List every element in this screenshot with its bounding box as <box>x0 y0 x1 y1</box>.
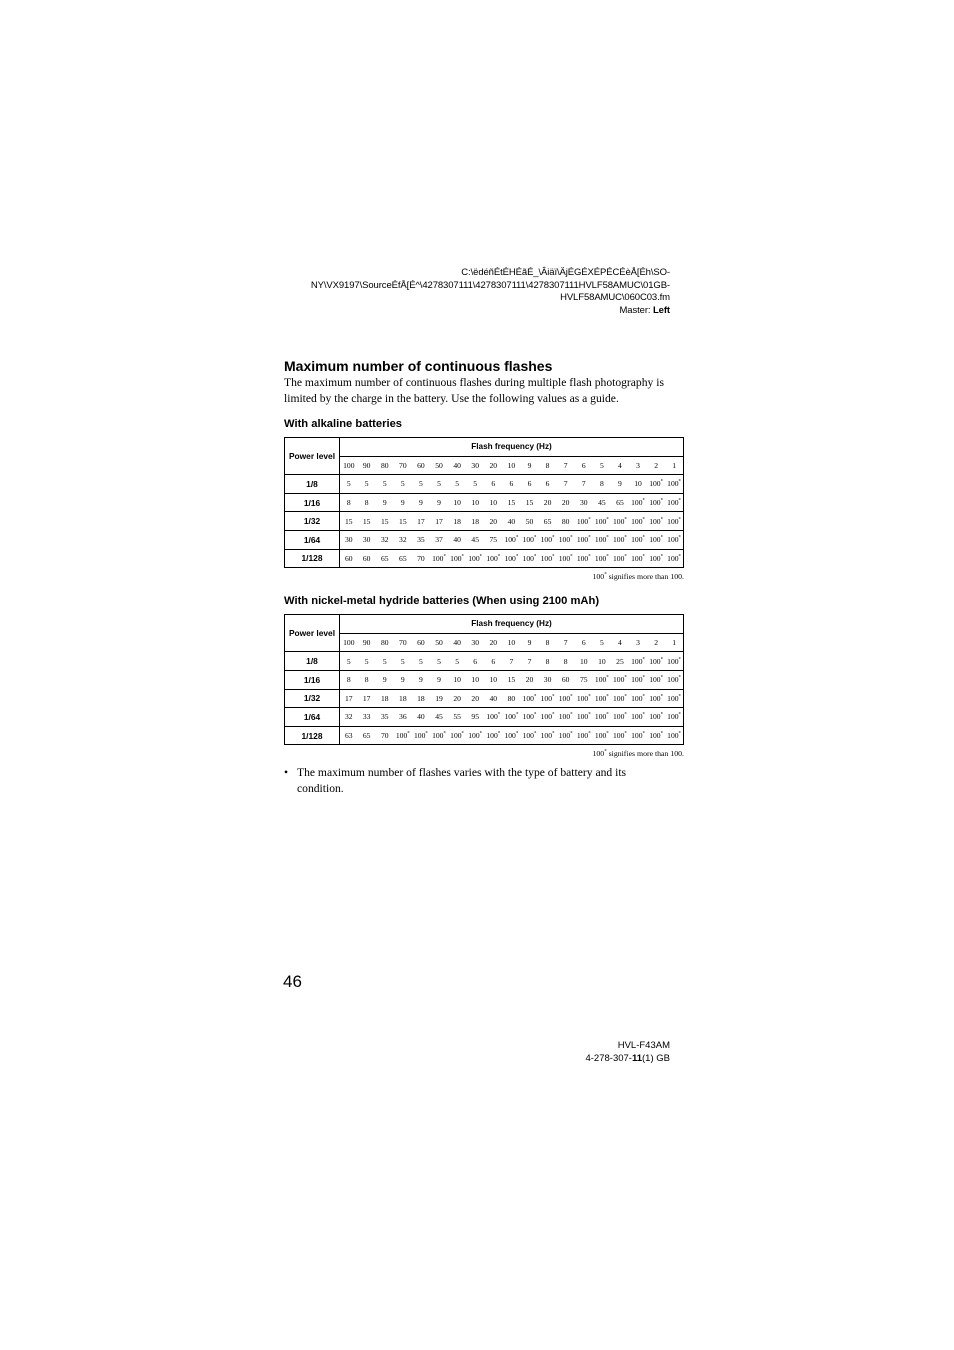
value-cell: 18 <box>376 689 394 708</box>
value-cell: 100* <box>466 549 484 568</box>
table-note: 100* signifies more than 100. <box>592 749 684 759</box>
value-cell: 60 <box>557 670 575 689</box>
frequency-cell: 6 <box>575 633 593 652</box>
value-cell: 100* <box>629 726 647 745</box>
value-cell: 45 <box>466 530 484 549</box>
value-cell: 19 <box>430 689 448 708</box>
value-cell: 8 <box>539 652 557 671</box>
value-cell: 100* <box>629 549 647 568</box>
value-cell: 9 <box>611 475 629 494</box>
value-cell: 100* <box>484 708 502 727</box>
value-cell: 100* <box>484 726 502 745</box>
table-row <box>285 530 684 549</box>
value-cell: 5 <box>358 652 376 671</box>
power-level-cell: 1/16 <box>285 493 340 512</box>
value-cell: 20 <box>466 689 484 708</box>
frequency-cell: 5 <box>593 456 611 475</box>
frequency-cell: 8 <box>539 456 557 475</box>
value-cell: 8 <box>593 475 611 494</box>
file-path-line-1: C:\ëdéñÉtÉHÉãÉ_\Âiäï\ÄjÉGÉXÉPÉCÉèÅ[Éh\SO- <box>461 267 670 278</box>
value-cell: 100* <box>539 726 557 745</box>
power-level-cell: 1/8 <box>285 475 340 494</box>
frequency-cell: 30 <box>466 633 484 652</box>
frequency-cell: 10 <box>502 633 520 652</box>
file-path-line-2: NY\VX9197\SourceÉfÅ[É^\4278307111\4278307111\4278307111HVLF58AMUC\01GB- <box>310 279 670 291</box>
file-path-line-3: HVLF58AMUC\060C03.fm <box>560 292 670 303</box>
table-row <box>285 512 684 531</box>
value-cell: 100* <box>430 549 448 568</box>
power-level-header: Power level <box>285 615 340 652</box>
value-cell: 10 <box>448 493 466 512</box>
value-cell: 100* <box>520 549 538 568</box>
power-level-cell: 1/8 <box>285 652 340 671</box>
flash-frequency-header: Flash frequency (Hz) <box>340 438 684 457</box>
value-cell: 40 <box>502 512 520 531</box>
value-cell: 6 <box>539 475 557 494</box>
value-cell: 100* <box>430 726 448 745</box>
value-cell: 100* <box>665 689 683 708</box>
value-cell: 100* <box>448 726 466 745</box>
value-cell: 5 <box>340 652 358 671</box>
power-level-cell: 1/16 <box>285 670 340 689</box>
flash-table <box>284 614 684 745</box>
value-cell: 100* <box>557 530 575 549</box>
footer-code-bold: 11 <box>631 1052 643 1064</box>
value-cell: 100* <box>611 726 629 745</box>
frequency-cell: 70 <box>394 456 412 475</box>
value-cell: 5 <box>430 652 448 671</box>
value-cell: 100* <box>575 726 593 745</box>
value-cell: 100* <box>593 530 611 549</box>
value-cell: 100* <box>448 549 466 568</box>
value-cell: 100* <box>593 708 611 727</box>
value-cell: 7 <box>575 475 593 494</box>
value-cell: 5 <box>448 652 466 671</box>
value-cell: 17 <box>430 512 448 531</box>
table-note: 100* signifies more than 100. <box>592 572 684 582</box>
value-cell: 40 <box>448 530 466 549</box>
value-cell: 5 <box>394 652 412 671</box>
value-cell: 8 <box>340 670 358 689</box>
table-row <box>285 726 684 745</box>
footer <box>585 1040 670 1065</box>
value-cell: 9 <box>394 493 412 512</box>
value-cell: 65 <box>611 493 629 512</box>
value-cell: 8 <box>340 493 358 512</box>
frequency-cell: 80 <box>376 633 394 652</box>
frequency-cell: 30 <box>466 456 484 475</box>
frequency-cell: 90 <box>358 456 376 475</box>
power-level-cell: 1/32 <box>285 512 340 531</box>
value-cell: 10 <box>575 652 593 671</box>
value-cell: 9 <box>394 670 412 689</box>
master-value: Left <box>652 304 670 316</box>
frequency-cell: 60 <box>412 456 430 475</box>
value-cell: 5 <box>358 475 376 494</box>
value-cell: 10 <box>484 493 502 512</box>
frequency-cell: 90 <box>358 633 376 652</box>
value-cell: 100* <box>502 549 520 568</box>
frequency-cell: 100 <box>340 633 358 652</box>
frequency-cell: 7 <box>557 633 575 652</box>
value-cell: 100* <box>593 670 611 689</box>
table-row <box>285 670 684 689</box>
frequency-cell: 20 <box>484 633 502 652</box>
value-cell: 100* <box>611 670 629 689</box>
value-cell: 5 <box>412 652 430 671</box>
frequency-cell: 9 <box>520 633 538 652</box>
value-cell: 100* <box>629 512 647 531</box>
value-cell: 30 <box>358 530 376 549</box>
value-cell: 60 <box>358 549 376 568</box>
value-cell: 100* <box>539 549 557 568</box>
value-cell: 100* <box>611 708 629 727</box>
value-cell: 100* <box>665 475 683 494</box>
value-cell: 100* <box>647 549 665 568</box>
value-cell: 60 <box>340 549 358 568</box>
frequency-cell: 2 <box>647 633 665 652</box>
value-cell: 20 <box>448 689 466 708</box>
value-cell: 100* <box>502 530 520 549</box>
value-cell: 9 <box>412 493 430 512</box>
value-cell: 100* <box>629 493 647 512</box>
value-cell: 6 <box>466 652 484 671</box>
value-cell: 45 <box>430 708 448 727</box>
value-cell: 100* <box>575 512 593 531</box>
value-cell: 9 <box>376 670 394 689</box>
frequency-cell: 3 <box>629 456 647 475</box>
value-cell: 100* <box>539 689 557 708</box>
master-label <box>250 305 670 318</box>
value-cell: 100* <box>665 493 683 512</box>
frequency-cell: 9 <box>520 456 538 475</box>
value-cell: 100* <box>611 530 629 549</box>
value-cell: 30 <box>539 670 557 689</box>
value-cell: 7 <box>520 652 538 671</box>
power-level-cell: 1/128 <box>285 726 340 745</box>
value-cell: 20 <box>557 493 575 512</box>
value-cell: 10 <box>466 670 484 689</box>
value-cell: 100* <box>647 475 665 494</box>
value-cell: 10 <box>484 670 502 689</box>
value-cell: 100* <box>502 726 520 745</box>
value-cell: 100* <box>629 689 647 708</box>
frequency-cell: 8 <box>539 633 557 652</box>
tables-container <box>284 417 684 759</box>
value-cell: 100* <box>575 549 593 568</box>
power-level-cell: 1/128 <box>285 549 340 568</box>
value-cell: 32 <box>376 530 394 549</box>
value-cell: 5 <box>376 475 394 494</box>
frequency-cell: 3 <box>629 633 647 652</box>
value-cell: 65 <box>539 512 557 531</box>
table-row <box>285 475 684 494</box>
frequency-cell: 40 <box>448 633 466 652</box>
frequency-cell: 50 <box>430 456 448 475</box>
value-cell: 55 <box>448 708 466 727</box>
value-cell: 100* <box>520 689 538 708</box>
value-cell: 100* <box>557 726 575 745</box>
value-cell: 80 <box>502 689 520 708</box>
bullet-symbol: • <box>284 766 289 779</box>
value-cell: 100* <box>520 726 538 745</box>
value-cell: 18 <box>412 689 430 708</box>
value-cell: 5 <box>340 475 358 494</box>
value-cell: 100* <box>647 670 665 689</box>
value-cell: 100* <box>593 689 611 708</box>
frequency-cell: 7 <box>557 456 575 475</box>
value-cell: 100* <box>665 726 683 745</box>
value-cell: 63 <box>340 726 358 745</box>
value-cell: 20 <box>520 670 538 689</box>
frequency-cell: 4 <box>611 633 629 652</box>
value-cell: 65 <box>358 726 376 745</box>
value-cell: 20 <box>539 493 557 512</box>
value-cell: 8 <box>358 670 376 689</box>
frequency-cell: 100 <box>340 456 358 475</box>
value-cell: 9 <box>412 670 430 689</box>
value-cell: 100* <box>557 708 575 727</box>
table-row <box>285 549 684 568</box>
page-number: 46 <box>283 972 302 991</box>
main-content <box>284 357 684 769</box>
value-cell: 10 <box>629 475 647 494</box>
value-cell: 100* <box>575 689 593 708</box>
value-cell: 25 <box>611 652 629 671</box>
value-cell: 33 <box>358 708 376 727</box>
value-cell: 100* <box>593 512 611 531</box>
footer-code <box>585 1053 670 1066</box>
value-cell: 35 <box>376 708 394 727</box>
value-cell: 50 <box>520 512 538 531</box>
value-cell: 100* <box>647 493 665 512</box>
table-header-row <box>285 615 684 634</box>
frequency-cell: 60 <box>412 633 430 652</box>
value-cell: 9 <box>430 670 448 689</box>
value-cell: 7 <box>502 652 520 671</box>
value-cell: 18 <box>394 689 412 708</box>
table-row <box>285 708 684 727</box>
value-cell: 100* <box>539 708 557 727</box>
table-header-row <box>285 438 684 457</box>
frequency-cell: 4 <box>611 456 629 475</box>
frequency-cell: 5 <box>593 633 611 652</box>
flash-table <box>284 437 684 568</box>
value-cell: 37 <box>430 530 448 549</box>
value-cell: 75 <box>484 530 502 549</box>
value-cell: 9 <box>430 493 448 512</box>
frequency-cell: 1 <box>665 633 683 652</box>
file-path-header <box>250 267 670 317</box>
table-row <box>285 652 684 671</box>
frequency-cell: 2 <box>647 456 665 475</box>
frequency-cell: 1 <box>665 456 683 475</box>
value-cell: 65 <box>376 549 394 568</box>
value-cell: 100* <box>629 708 647 727</box>
value-cell: 15 <box>340 512 358 531</box>
value-cell: 6 <box>502 475 520 494</box>
value-cell: 8 <box>557 652 575 671</box>
value-cell: 100* <box>394 726 412 745</box>
value-cell: 5 <box>430 475 448 494</box>
value-cell: 100* <box>611 549 629 568</box>
frequency-row <box>285 633 684 652</box>
value-cell: 7 <box>557 475 575 494</box>
value-cell: 17 <box>358 689 376 708</box>
section-title: Maximum number of continuous flashes <box>284 358 553 374</box>
value-cell: 80 <box>557 512 575 531</box>
value-cell: 100* <box>629 530 647 549</box>
table-title: With nickel-metal hydride batteries (When using 2100 mAh) <box>284 595 600 608</box>
value-cell: 100* <box>647 530 665 549</box>
footer-code-suffix: (1) GB <box>642 1052 670 1064</box>
value-cell: 20 <box>484 512 502 531</box>
value-cell: 100* <box>557 549 575 568</box>
value-cell: 100* <box>629 652 647 671</box>
value-cell: 15 <box>502 493 520 512</box>
value-cell: 100* <box>611 512 629 531</box>
value-cell: 65 <box>394 549 412 568</box>
power-level-header: Power level <box>285 438 340 475</box>
value-cell: 17 <box>412 512 430 531</box>
value-cell: 100* <box>665 512 683 531</box>
value-cell: 100* <box>647 726 665 745</box>
value-cell: 15 <box>394 512 412 531</box>
value-cell: 100* <box>520 708 538 727</box>
value-cell: 100* <box>466 726 484 745</box>
value-cell: 70 <box>412 549 430 568</box>
value-cell: 75 <box>575 670 593 689</box>
value-cell: 100* <box>520 530 538 549</box>
frequency-cell: 10 <box>502 456 520 475</box>
value-cell: 5 <box>412 475 430 494</box>
value-cell: 100* <box>629 670 647 689</box>
flash-frequency-header: Flash frequency (Hz) <box>340 615 684 634</box>
value-cell: 45 <box>593 493 611 512</box>
value-cell: 100* <box>647 652 665 671</box>
value-cell: 100* <box>647 689 665 708</box>
value-cell: 18 <box>466 512 484 531</box>
value-cell: 9 <box>376 493 394 512</box>
value-cell: 100* <box>647 708 665 727</box>
frequency-cell: 50 <box>430 633 448 652</box>
bullet-note <box>284 765 684 797</box>
bullet-text: The maximum number of flashes varies with the type of battery and its condition. <box>297 766 627 795</box>
value-cell: 100* <box>665 549 683 568</box>
value-cell: 15 <box>502 670 520 689</box>
master-label-text: Master: <box>619 304 653 316</box>
value-cell: 5 <box>466 475 484 494</box>
value-cell: 18 <box>448 512 466 531</box>
value-cell: 10 <box>466 493 484 512</box>
value-cell: 6 <box>520 475 538 494</box>
value-cell: 40 <box>484 689 502 708</box>
value-cell: 100* <box>484 549 502 568</box>
value-cell: 100* <box>575 708 593 727</box>
value-cell: 95 <box>466 708 484 727</box>
value-cell: 100* <box>502 708 520 727</box>
value-cell: 8 <box>358 493 376 512</box>
value-cell: 30 <box>340 530 358 549</box>
value-cell: 40 <box>412 708 430 727</box>
value-cell: 100* <box>647 512 665 531</box>
value-cell: 32 <box>394 530 412 549</box>
frequency-cell: 70 <box>394 633 412 652</box>
value-cell: 35 <box>412 530 430 549</box>
value-cell: 100* <box>665 530 683 549</box>
value-cell: 17 <box>340 689 358 708</box>
power-level-cell: 1/32 <box>285 689 340 708</box>
power-level-cell: 1/64 <box>285 708 340 727</box>
value-cell: 5 <box>394 475 412 494</box>
frequency-cell: 20 <box>484 456 502 475</box>
footer-code-prefix: 4-278-307- <box>585 1052 632 1064</box>
frequency-cell: 40 <box>448 456 466 475</box>
table-title: With alkaline batteries <box>284 418 403 430</box>
table-row <box>285 689 684 708</box>
value-cell: 100* <box>539 530 557 549</box>
value-cell: 100* <box>557 689 575 708</box>
value-cell: 6 <box>484 475 502 494</box>
value-cell: 100* <box>593 726 611 745</box>
value-cell: 32 <box>340 708 358 727</box>
value-cell: 100* <box>593 549 611 568</box>
value-cell: 5 <box>376 652 394 671</box>
value-cell: 15 <box>376 512 394 531</box>
value-cell: 100* <box>665 652 683 671</box>
value-cell: 5 <box>448 475 466 494</box>
frequency-cell: 80 <box>376 456 394 475</box>
value-cell: 100* <box>412 726 430 745</box>
value-cell: 6 <box>484 652 502 671</box>
value-cell: 70 <box>376 726 394 745</box>
value-cell: 15 <box>520 493 538 512</box>
value-cell: 100* <box>665 708 683 727</box>
value-cell: 10 <box>448 670 466 689</box>
value-cell: 100* <box>665 670 683 689</box>
frequency-cell: 6 <box>575 456 593 475</box>
section-intro: The maximum number of continuous flashes during multiple flash photography is limited by the charge in the battery. Use the following values as a guide. <box>284 376 664 405</box>
value-cell: 10 <box>593 652 611 671</box>
value-cell: 100* <box>611 689 629 708</box>
value-cell: 36 <box>394 708 412 727</box>
frequency-row <box>285 456 684 475</box>
table-row <box>285 493 684 512</box>
footer-model: HVL-F43AM <box>617 1040 670 1051</box>
value-cell: 15 <box>358 512 376 531</box>
value-cell: 100* <box>575 530 593 549</box>
power-level-cell: 1/64 <box>285 530 340 549</box>
value-cell: 30 <box>575 493 593 512</box>
